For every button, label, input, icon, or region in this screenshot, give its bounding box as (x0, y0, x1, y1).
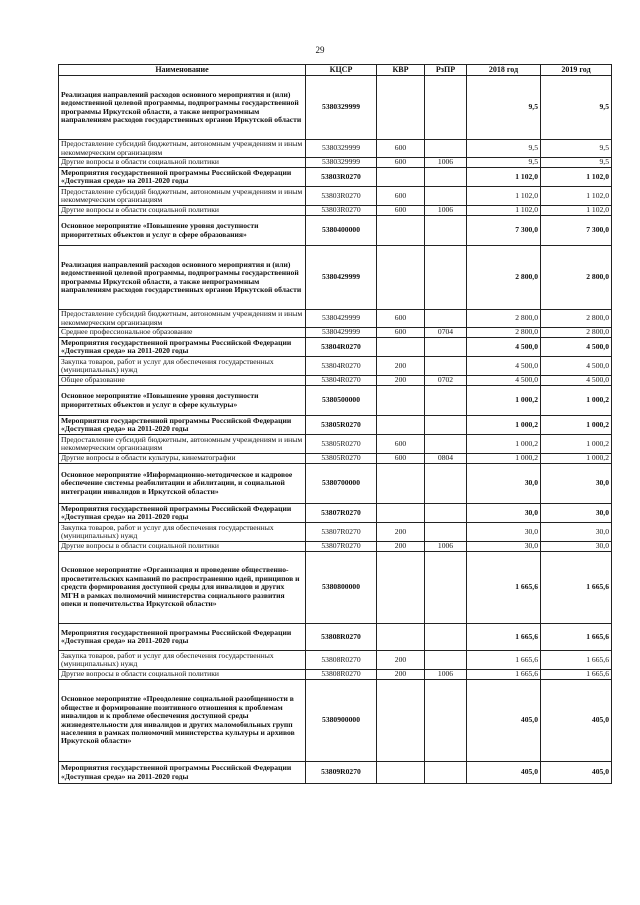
row-2018-cell: 30,0 (467, 523, 541, 542)
row-2019-cell: 1 665,6 (541, 670, 612, 680)
row-rzpr-cell: 1006 (425, 206, 467, 216)
row-2018-cell: 405,0 (467, 680, 541, 762)
row-kvr-cell (377, 168, 425, 187)
row-2018-cell: 9,5 (467, 158, 541, 168)
row-2019-cell: 30,0 (541, 523, 612, 542)
row-rzpr-cell: 1006 (425, 542, 467, 552)
page-number: 29 (315, 45, 325, 55)
table-row (59, 651, 612, 670)
row-2019-cell: 4 500,0 (541, 376, 612, 386)
row-kvr-cell: 600 (377, 328, 425, 338)
row-2019-cell: 1 000,2 (541, 416, 612, 435)
row-rzpr-cell (425, 435, 467, 454)
row-kvr-cell: 200 (377, 523, 425, 542)
table-row (59, 376, 612, 386)
row-rzpr-cell (425, 338, 467, 357)
row-kcsr-cell: 53803R0270 (306, 206, 377, 216)
row-2019-cell: 9,5 (541, 158, 612, 168)
table-body (59, 76, 612, 784)
row-rzpr-cell (425, 357, 467, 376)
row-name-cell: Предоставление субсидий бюджетным, автономным учреждениям и иным некоммерческим организациям (59, 435, 306, 454)
table-row (59, 246, 612, 310)
row-2018-cell: 1 665,6 (467, 651, 541, 670)
row-kvr-cell: 600 (377, 310, 425, 328)
row-name-cell: Закупка товаров, работ и услуг для обеспечения государственных (муниципальных) нужд (59, 357, 306, 376)
row-2019-cell: 1 102,0 (541, 187, 612, 206)
row-kcsr-cell: 53805R0270 (306, 454, 377, 464)
table-row (59, 206, 612, 216)
row-rzpr-cell (425, 651, 467, 670)
row-rzpr-cell: 0704 (425, 328, 467, 338)
row-kvr-cell: 200 (377, 376, 425, 386)
row-kcsr-cell: 53803R0270 (306, 168, 377, 187)
table-row (59, 158, 612, 168)
row-2019-cell: 1 665,6 (541, 552, 612, 624)
row-2018-cell: 1 000,2 (467, 416, 541, 435)
row-kcsr-cell: 53804R0270 (306, 376, 377, 386)
row-kvr-cell (377, 762, 425, 784)
row-rzpr-cell (425, 246, 467, 310)
row-2018-cell: 1 665,6 (467, 670, 541, 680)
row-2018-cell: 1 000,2 (467, 435, 541, 454)
row-kvr-cell (377, 338, 425, 357)
row-2018-cell: 2 800,0 (467, 310, 541, 328)
table-row (59, 187, 612, 206)
row-2018-cell: 1 665,6 (467, 624, 541, 651)
table-row (59, 338, 612, 357)
row-name-cell: Основное мероприятие «Преодоление социальной разобщенности в обществе и формирование позитивного отношения к проблемам инвалидов и к проблеме обеспечения доступной среды жизнедеятельности для инвалидов и других маломобильных групп населения в рамках полномочий министерства культуры и архивов Иркутской области» (59, 680, 306, 762)
row-kcsr-cell: 5380400000 (306, 216, 377, 246)
row-rzpr-cell (425, 680, 467, 762)
row-kcsr-cell: 53809R0270 (306, 762, 377, 784)
row-name-cell: Другие вопросы в области социальной политики (59, 542, 306, 552)
row-rzpr-cell: 1006 (425, 158, 467, 168)
row-rzpr-cell (425, 386, 467, 416)
row-2019-cell: 1 000,2 (541, 454, 612, 464)
row-name-cell: Основное мероприятие «Повышение уровня доступности приоритетных объектов и услуг в сфере образования» (59, 216, 306, 246)
table-row (59, 435, 612, 454)
row-2018-cell: 9,5 (467, 140, 541, 158)
row-kcsr-cell: 53807R0270 (306, 542, 377, 552)
row-rzpr-cell: 0804 (425, 454, 467, 464)
row-2019-cell: 4 500,0 (541, 338, 612, 357)
row-kcsr-cell: 5380500000 (306, 386, 377, 416)
row-name-cell: Реализация направлений расходов основного мероприятия и (или) ведомственной целевой программы, подпрограммы государственной программы Иркутской области, а также непрограммным направлениям расходов государственных органов Иркутской области (59, 246, 306, 310)
row-kvr-cell: 600 (377, 435, 425, 454)
row-kvr-cell (377, 416, 425, 435)
row-2019-cell: 7 300,0 (541, 216, 612, 246)
row-2018-cell: 2 800,0 (467, 328, 541, 338)
row-2018-cell: 1 102,0 (467, 187, 541, 206)
row-rzpr-cell (425, 310, 467, 328)
row-kcsr-cell: 53807R0270 (306, 504, 377, 523)
row-2018-cell: 405,0 (467, 762, 541, 784)
row-2019-cell: 30,0 (541, 504, 612, 523)
row-2018-cell: 4 500,0 (467, 357, 541, 376)
row-rzpr-cell: 1006 (425, 670, 467, 680)
row-2019-cell: 9,5 (541, 140, 612, 158)
row-2019-cell: 30,0 (541, 542, 612, 552)
row-rzpr-cell (425, 523, 467, 542)
row-2018-cell: 1 102,0 (467, 206, 541, 216)
row-name-cell: Основное мероприятие «Информационно-методическое и кадровое обеспечение системы реабилитации и абилитации, и социальной интеграции инвалидов в Иркутской области» (59, 464, 306, 504)
row-name-cell: Мероприятия государственной программы Российской Федерации «Доступная среда» на 2011-2020 годы (59, 168, 306, 187)
row-2019-cell: 1 102,0 (541, 206, 612, 216)
row-2019-cell: 4 500,0 (541, 357, 612, 376)
row-kvr-cell: 600 (377, 454, 425, 464)
row-rzpr-cell (425, 464, 467, 504)
table-row (59, 670, 612, 680)
row-name-cell: Другие вопросы в области культуры, кинематографии (59, 454, 306, 464)
row-2018-cell: 30,0 (467, 504, 541, 523)
table-row (59, 504, 612, 523)
row-kcsr-cell: 53807R0270 (306, 523, 377, 542)
table-row (59, 542, 612, 552)
row-2019-cell: 1 665,6 (541, 651, 612, 670)
row-2019-cell: 30,0 (541, 464, 612, 504)
table-row (59, 310, 612, 328)
row-2018-cell: 30,0 (467, 542, 541, 552)
row-rzpr-cell (425, 416, 467, 435)
row-2018-cell: 9,5 (467, 76, 541, 140)
row-kcsr-cell: 53804R0270 (306, 357, 377, 376)
row-kvr-cell: 200 (377, 357, 425, 376)
row-2018-cell: 1 102,0 (467, 168, 541, 187)
row-name-cell: Закупка товаров, работ и услуг для обеспечения государственных (муниципальных) нужд (59, 523, 306, 542)
row-2018-cell: 7 300,0 (467, 216, 541, 246)
row-name-cell: Предоставление субсидий бюджетным, автономным учреждениям и иным некоммерческим организациям (59, 310, 306, 328)
row-name-cell: Предоставление субсидий бюджетным, автономным учреждениям и иным некоммерческим организациям (59, 140, 306, 158)
row-name-cell: Мероприятия государственной программы Российской Федерации «Доступная среда» на 2011-2020 годы (59, 504, 306, 523)
row-kcsr-cell: 5380329999 (306, 140, 377, 158)
row-kcsr-cell: 5380429999 (306, 246, 377, 310)
row-rzpr-cell (425, 624, 467, 651)
row-kvr-cell: 600 (377, 187, 425, 206)
table-row (59, 328, 612, 338)
table-header (59, 65, 612, 76)
row-kcsr-cell: 5380800000 (306, 552, 377, 624)
row-2019-cell: 9,5 (541, 76, 612, 140)
row-name-cell: Другие вопросы в области социальной политики (59, 670, 306, 680)
row-rzpr-cell (425, 552, 467, 624)
row-name-cell: Закупка товаров, работ и услуг для обеспечения государственных (муниципальных) нужд (59, 651, 306, 670)
table-row (59, 168, 612, 187)
row-name-cell: Мероприятия государственной программы Российской Федерации «Доступная среда» на 2011-2020 годы (59, 416, 306, 435)
row-kvr-cell: 200 (377, 670, 425, 680)
budget-table-container (58, 64, 611, 784)
row-kvr-cell (377, 680, 425, 762)
row-2019-cell: 2 800,0 (541, 328, 612, 338)
row-name-cell: Мероприятия государственной программы Российской Федерации «Доступная среда» на 2011-2020 годы (59, 624, 306, 651)
row-rzpr-cell (425, 76, 467, 140)
row-2019-cell: 1 000,2 (541, 386, 612, 416)
row-kcsr-cell: 53803R0270 (306, 187, 377, 206)
table-row (59, 464, 612, 504)
row-kvr-cell (377, 552, 425, 624)
row-rzpr-cell (425, 762, 467, 784)
row-name-cell: Реализация направлений расходов основного мероприятия и (или) ведомственной целевой программы, подпрограммы государственной программы Иркутской области, а также непрограммным направлениям расходов государственных органов Иркутской области (59, 76, 306, 140)
row-kvr-cell: 200 (377, 542, 425, 552)
row-kcsr-cell: 5380429999 (306, 328, 377, 338)
row-kvr-cell (377, 386, 425, 416)
row-2019-cell: 2 800,0 (541, 246, 612, 310)
row-kcsr-cell: 5380329999 (306, 76, 377, 140)
header-2018: 2018 год (467, 65, 541, 76)
row-2018-cell: 30,0 (467, 464, 541, 504)
row-kcsr-cell: 53804R0270 (306, 338, 377, 357)
row-name-cell: Основное мероприятие «Повышение уровня доступности приоритетных объектов и услуг в сфере культуры» (59, 386, 306, 416)
row-2019-cell: 405,0 (541, 680, 612, 762)
row-name-cell: Общее образование (59, 376, 306, 386)
row-rzpr-cell: 0702 (425, 376, 467, 386)
row-kvr-cell (377, 246, 425, 310)
row-kvr-cell: 200 (377, 651, 425, 670)
row-rzpr-cell (425, 168, 467, 187)
row-kcsr-cell: 53808R0270 (306, 651, 377, 670)
row-kvr-cell: 600 (377, 158, 425, 168)
table-row (59, 762, 612, 784)
row-kcsr-cell: 5380429999 (306, 310, 377, 328)
row-rzpr-cell (425, 187, 467, 206)
row-kvr-cell: 600 (377, 206, 425, 216)
table-row (59, 680, 612, 762)
row-kcsr-cell: 53808R0270 (306, 624, 377, 651)
row-2019-cell: 405,0 (541, 762, 612, 784)
row-kcsr-cell: 53808R0270 (306, 670, 377, 680)
table-row (59, 624, 612, 651)
row-kcsr-cell: 5380329999 (306, 158, 377, 168)
row-2019-cell: 1 102,0 (541, 168, 612, 187)
row-kvr-cell (377, 504, 425, 523)
header-row (59, 65, 612, 76)
header-2019: 2019 год (541, 65, 612, 76)
row-name-cell: Другие вопросы в области социальной политики (59, 206, 306, 216)
row-rzpr-cell (425, 140, 467, 158)
row-rzpr-cell (425, 504, 467, 523)
row-2019-cell: 1 000,2 (541, 435, 612, 454)
row-2018-cell: 1 000,2 (467, 454, 541, 464)
row-name-cell: Среднее профессиональное образование (59, 328, 306, 338)
header-rzpr: РзПР (425, 65, 467, 76)
row-rzpr-cell (425, 216, 467, 246)
table-row (59, 416, 612, 435)
row-kvr-cell (377, 624, 425, 651)
row-kcsr-cell: 53805R0270 (306, 435, 377, 454)
header-name: Наименование (59, 65, 306, 76)
row-name-cell: Мероприятия государственной программы Российской Федерации «Доступная среда» на 2011-2020 годы (59, 338, 306, 357)
row-kvr-cell (377, 216, 425, 246)
row-kcsr-cell: 5380900000 (306, 680, 377, 762)
table-row (59, 76, 612, 140)
row-name-cell: Другие вопросы в области социальной политики (59, 158, 306, 168)
header-kvr: КВР (377, 65, 425, 76)
row-kvr-cell (377, 464, 425, 504)
table-row (59, 552, 612, 624)
table-row (59, 523, 612, 542)
table-row (59, 216, 612, 246)
row-kcsr-cell: 53805R0270 (306, 416, 377, 435)
row-kvr-cell (377, 76, 425, 140)
row-name-cell: Мероприятия государственной программы Российской Федерации «Доступная среда» на 2011-2020 годы (59, 762, 306, 784)
table-row (59, 454, 612, 464)
row-name-cell: Предоставление субсидий бюджетным, автономным учреждениям и иным некоммерческим организациям (59, 187, 306, 206)
row-2018-cell: 4 500,0 (467, 376, 541, 386)
row-kvr-cell: 600 (377, 140, 425, 158)
row-2018-cell: 1 000,2 (467, 386, 541, 416)
budget-table (58, 64, 612, 784)
row-2018-cell: 4 500,0 (467, 338, 541, 357)
row-2018-cell: 2 800,0 (467, 246, 541, 310)
row-name-cell: Основное мероприятие «Организация и проведение общественно-просветительских кампаний по распространению идей, принципов и средств формирования доступной среды для инвалидов и других МГН в рамках полномочий министерства социального развития опеки и попечительства Иркутской области» (59, 552, 306, 624)
table-row (59, 386, 612, 416)
table-row (59, 357, 612, 376)
row-kcsr-cell: 5380700000 (306, 464, 377, 504)
header-kcsr: КЦСР (306, 65, 377, 76)
row-2018-cell: 1 665,6 (467, 552, 541, 624)
table-row (59, 140, 612, 158)
row-2019-cell: 1 665,6 (541, 624, 612, 651)
row-2019-cell: 2 800,0 (541, 310, 612, 328)
